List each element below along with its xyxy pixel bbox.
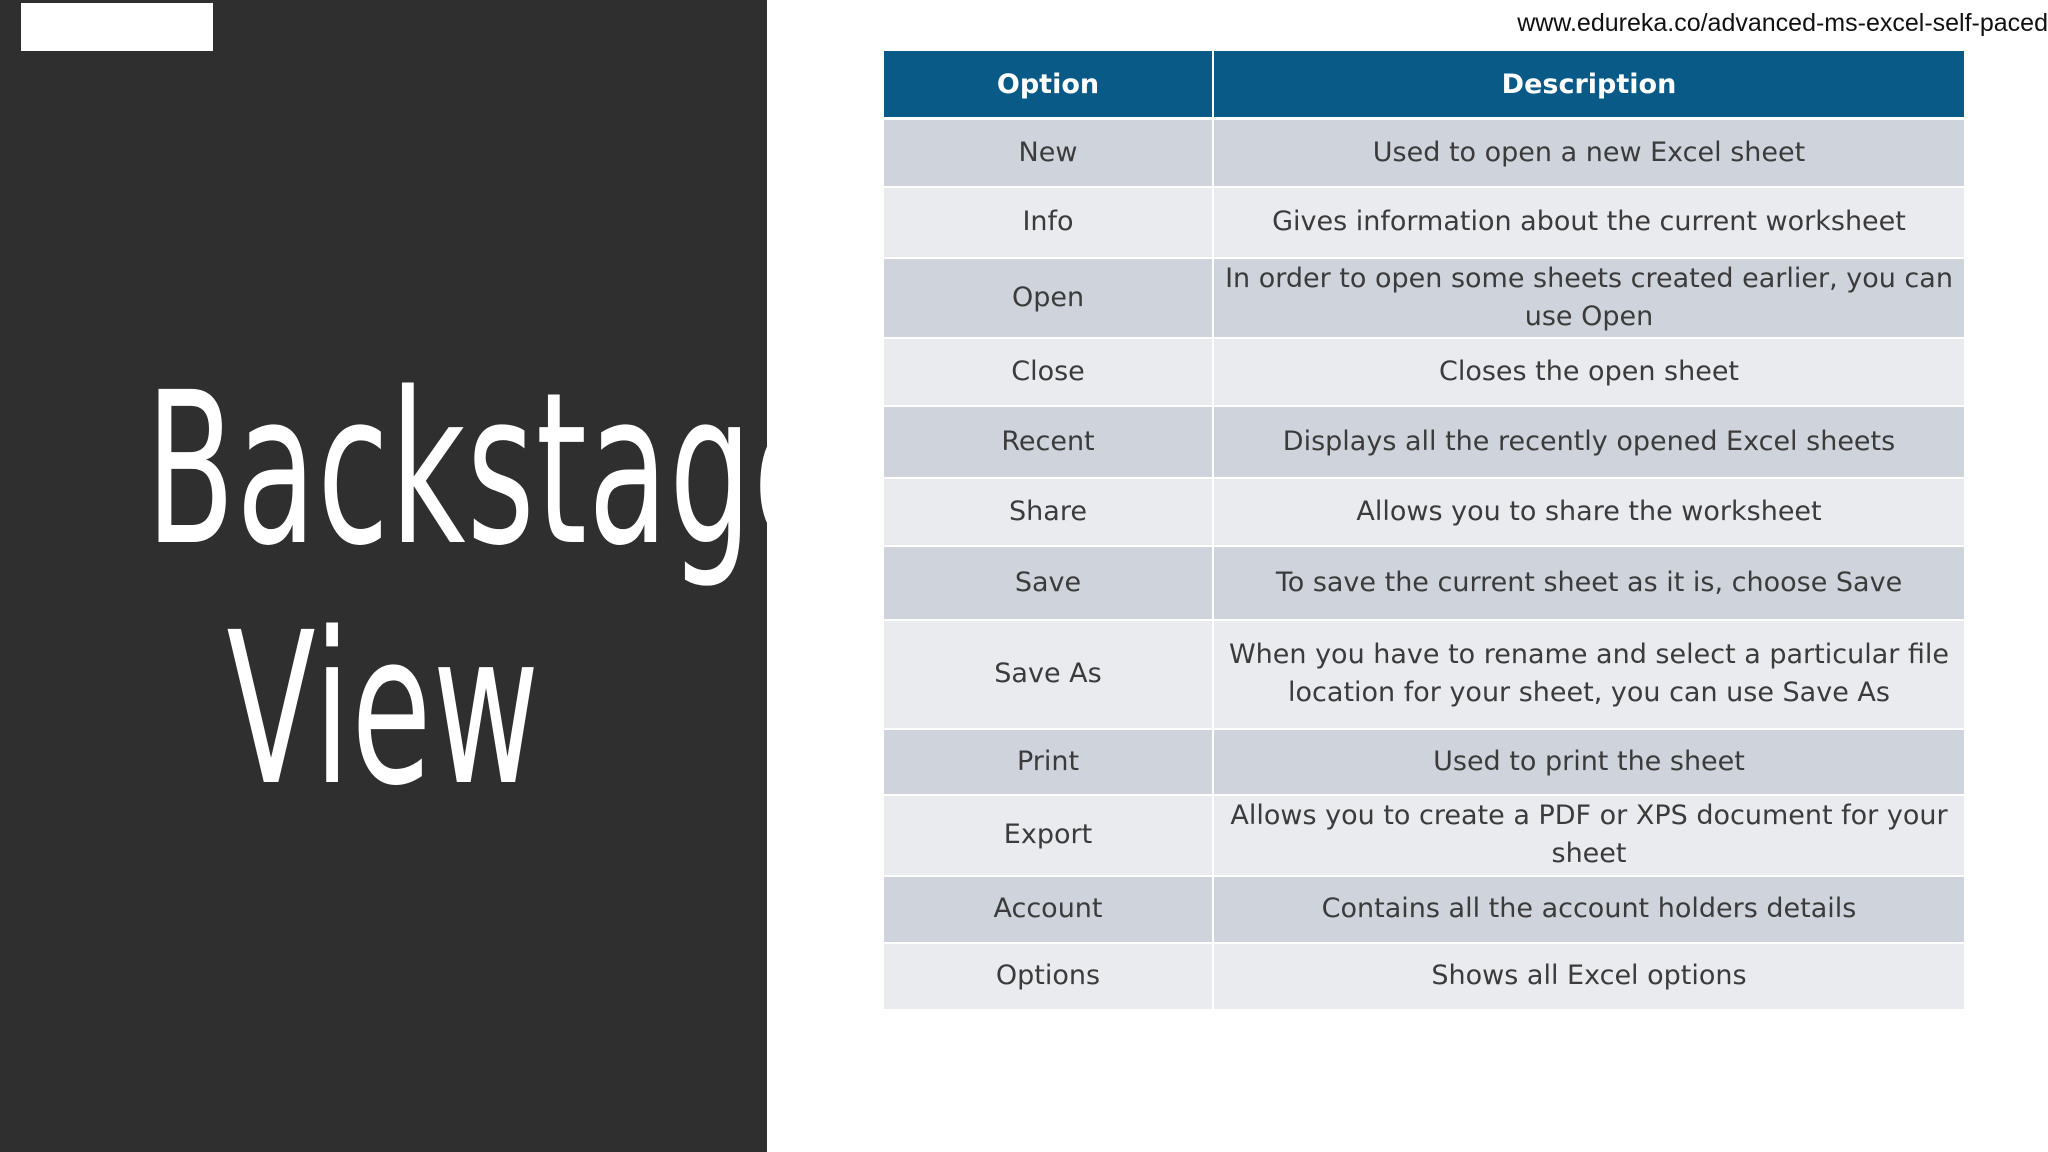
- description-cell: In order to open some sheets created earlier, you can use Open: [1213, 258, 1964, 338]
- table-row: [884, 876, 1964, 943]
- header-option: Option: [884, 51, 1213, 119]
- option-cell: Open: [884, 258, 1213, 338]
- left-panel: [0, 0, 835, 1152]
- option-cell: Print: [884, 729, 1213, 795]
- table-row: [884, 119, 1964, 187]
- options-table: [884, 51, 1964, 1011]
- description-cell: Closes the open sheet: [1213, 338, 1964, 406]
- table-row: [884, 943, 1964, 1010]
- slide-title-line-2: View: [226, 587, 541, 832]
- option-cell: Save As: [884, 620, 1213, 729]
- description-cell: To save the current sheet as it is, choose Save: [1213, 546, 1964, 620]
- header-description: Description: [1213, 51, 1964, 119]
- description-cell: Contains all the account holders details: [1213, 876, 1964, 943]
- option-cell: Export: [884, 795, 1213, 876]
- table-header-row: [884, 51, 1964, 119]
- description-cell: Gives information about the current worksheet: [1213, 187, 1964, 258]
- option-cell: Recent: [884, 406, 1213, 478]
- description-cell: Used to open a new Excel sheet: [1213, 119, 1964, 187]
- table-row: [884, 620, 1964, 729]
- description-cell: Used to print the sheet: [1213, 729, 1964, 795]
- table-row: [884, 478, 1964, 546]
- slide-title: [0, 347, 835, 832]
- description-cell: Displays all the recently opened Excel sheets: [1213, 406, 1964, 478]
- table-row: [884, 187, 1964, 258]
- option-cell: New: [884, 119, 1213, 187]
- table-row: [884, 406, 1964, 478]
- logo-placeholder: [21, 3, 213, 51]
- description-cell: Allows you to share the worksheet: [1213, 478, 1964, 546]
- source-url: www.edureka.co/advanced-ms-excel-self-paced: [1517, 9, 2048, 37]
- option-cell: Save: [884, 546, 1213, 620]
- description-cell: Allows you to create a PDF or XPS document for your sheet: [1213, 795, 1964, 876]
- options-table-container: [884, 51, 1964, 1011]
- option-cell: Account: [884, 876, 1213, 943]
- table-row: [884, 795, 1964, 876]
- table-row: [884, 338, 1964, 406]
- slide-title-line-1: Backstage: [145, 347, 835, 592]
- description-cell: When you have to rename and select a particular file location for your sheet, you can use Save As: [1213, 620, 1964, 729]
- option-cell: Options: [884, 943, 1213, 1010]
- option-cell: Share: [884, 478, 1213, 546]
- option-cell: Info: [884, 187, 1213, 258]
- table-row: [884, 729, 1964, 795]
- option-cell: Close: [884, 338, 1213, 406]
- table-row: [884, 258, 1964, 338]
- description-cell: Shows all Excel options: [1213, 943, 1964, 1010]
- table-row: [884, 546, 1964, 620]
